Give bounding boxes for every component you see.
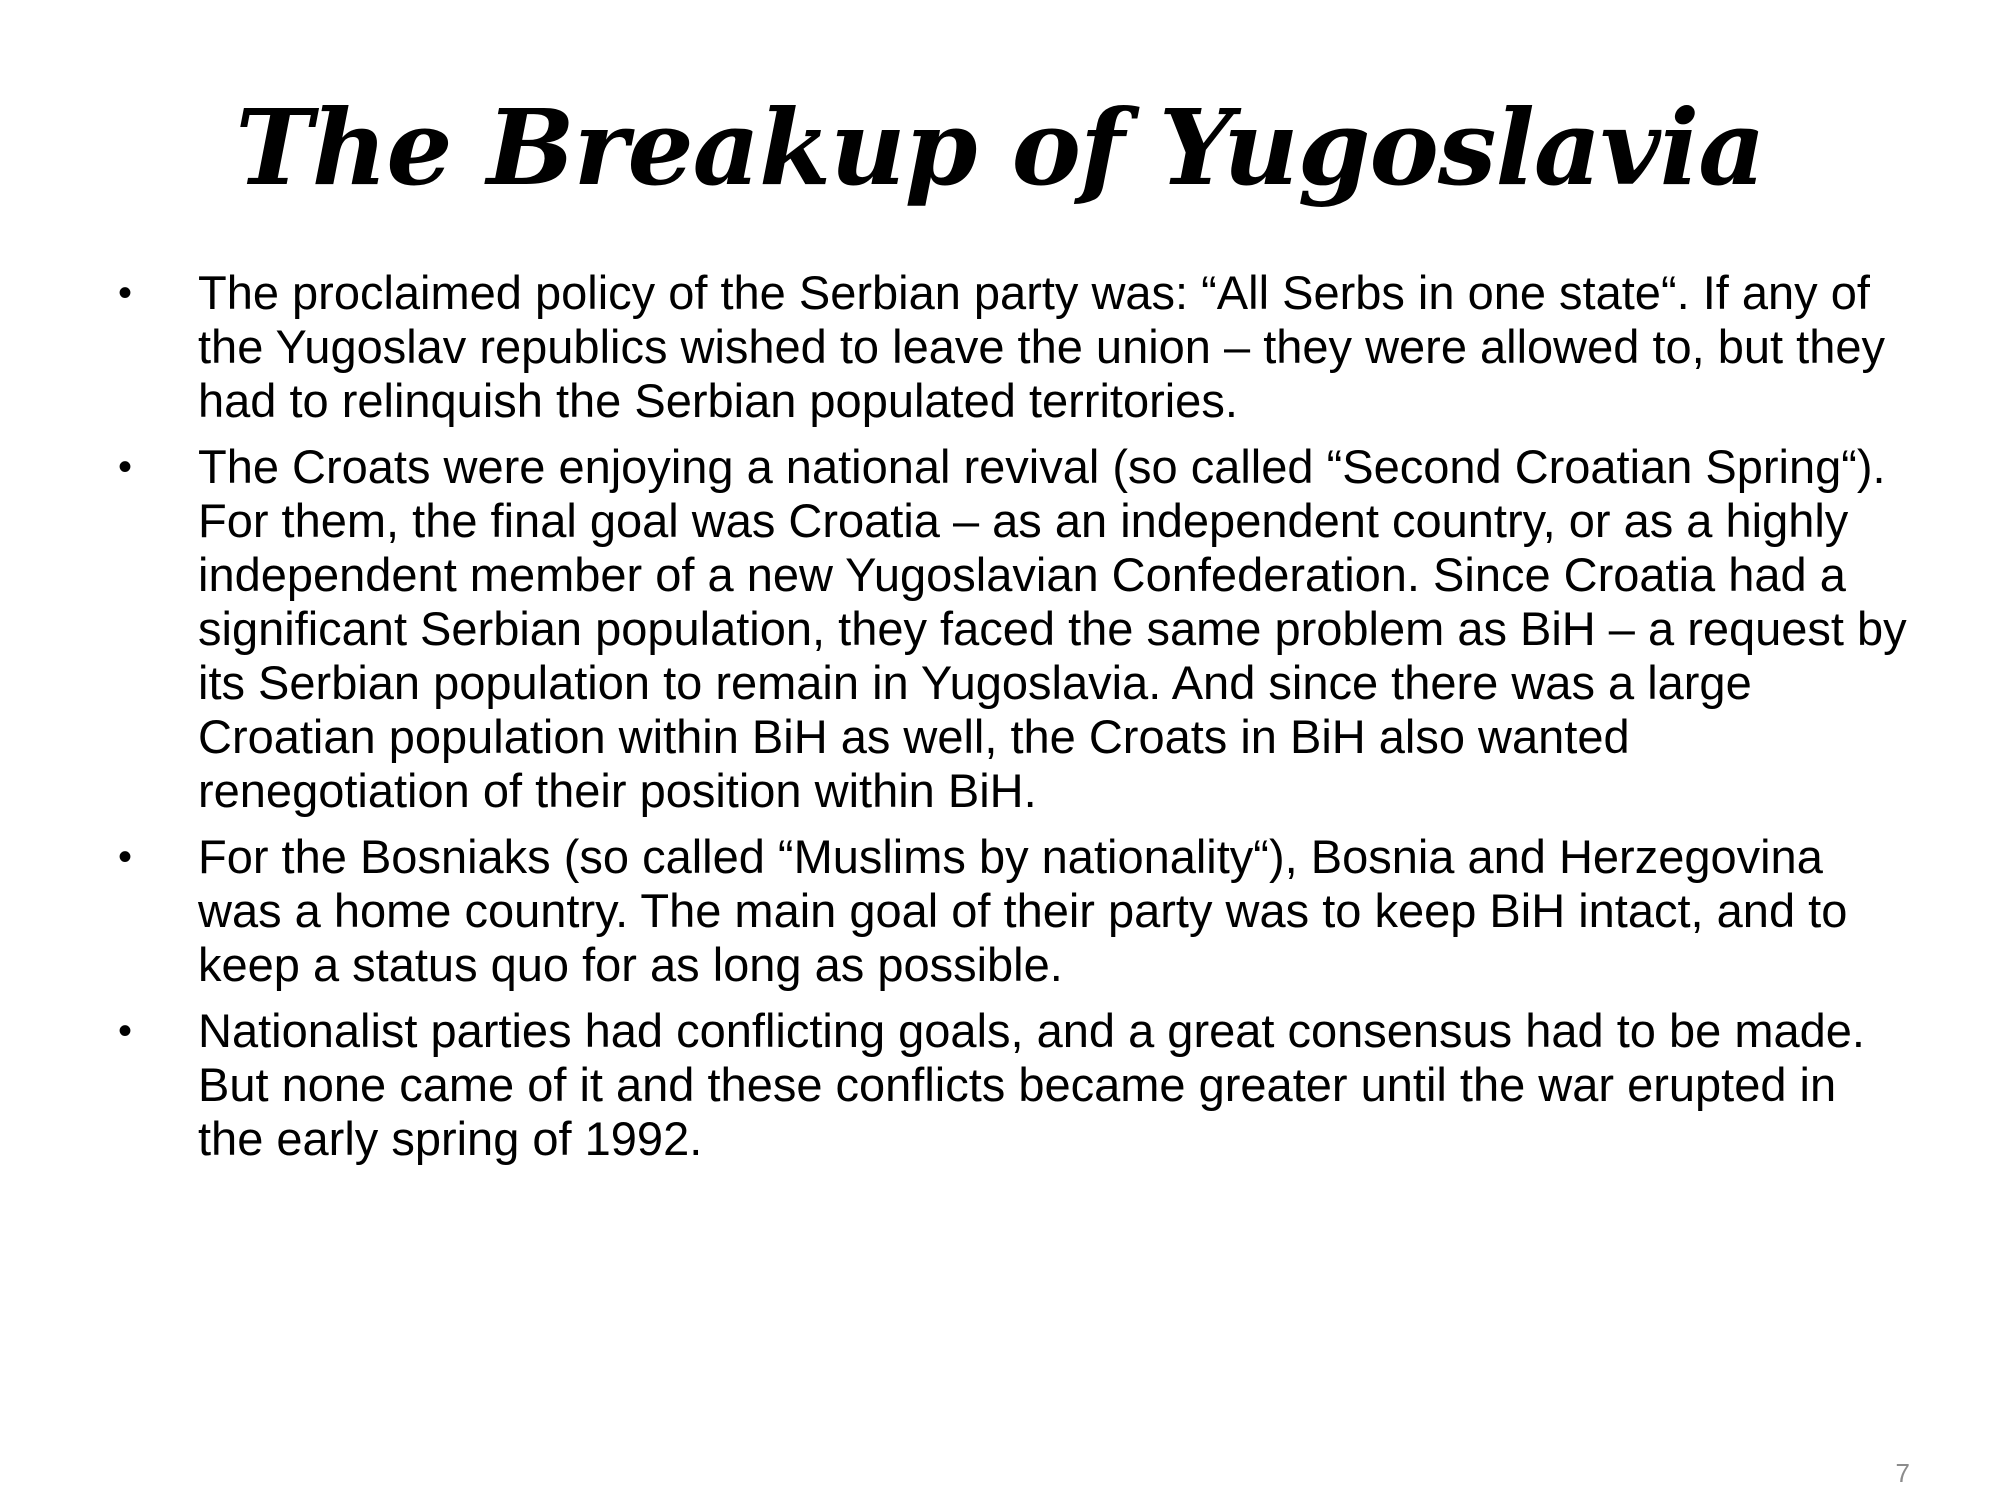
bullet-item [112, 266, 1912, 428]
bullet-text: The proclaimed policy of the Serbian party was: “All Serbs in one state“. If any of the Yugoslav republics wished to leave the union – they were allowed to, but they had to relinquish the Serbian populated territories. [198, 266, 1885, 427]
bullet-marker: • [118, 1009, 133, 1053]
bullet-item [112, 1004, 1912, 1166]
bullet-list [112, 266, 1912, 1178]
page-number: 7 [1895, 1458, 1910, 1488]
bullet-text: For the Bosniaks (so called “Muslims by nationality“), Bosnia and Herzegovina was a home country. The main goal of their party was to keep BiH intact, and to keep a status quo for as long as possible. [198, 830, 1848, 991]
bullet-marker: • [118, 271, 133, 315]
bullet-text: The Croats were enjoying a national revival (so called “Second Croatian Spring“). For them, the final goal was Croatia – as an independent country, or as a highly independent member of a new Yugoslavian Confederation. Since Croatia had a significant Serbian population, they faced the same problem as BiH – a request by its Serbian population to remain in Yugoslavia. And since there was a large Croatian population within BiH as well, the Croats in BiH also wanted renegotiation of their position within BiH. [198, 440, 1907, 817]
bullet-text: Nationalist parties had conflicting goals, and a great consensus had to be made. But none came of it and these conflicts became greater until the war erupted in the early spring of 1992. [198, 1004, 1865, 1165]
slide-title: The Breakup of Yugoslavia [235, 86, 1765, 209]
bullet-marker: • [118, 445, 133, 489]
bullet-marker: • [118, 835, 133, 879]
bullet-item [112, 830, 1912, 992]
bullet-item [112, 440, 1912, 818]
